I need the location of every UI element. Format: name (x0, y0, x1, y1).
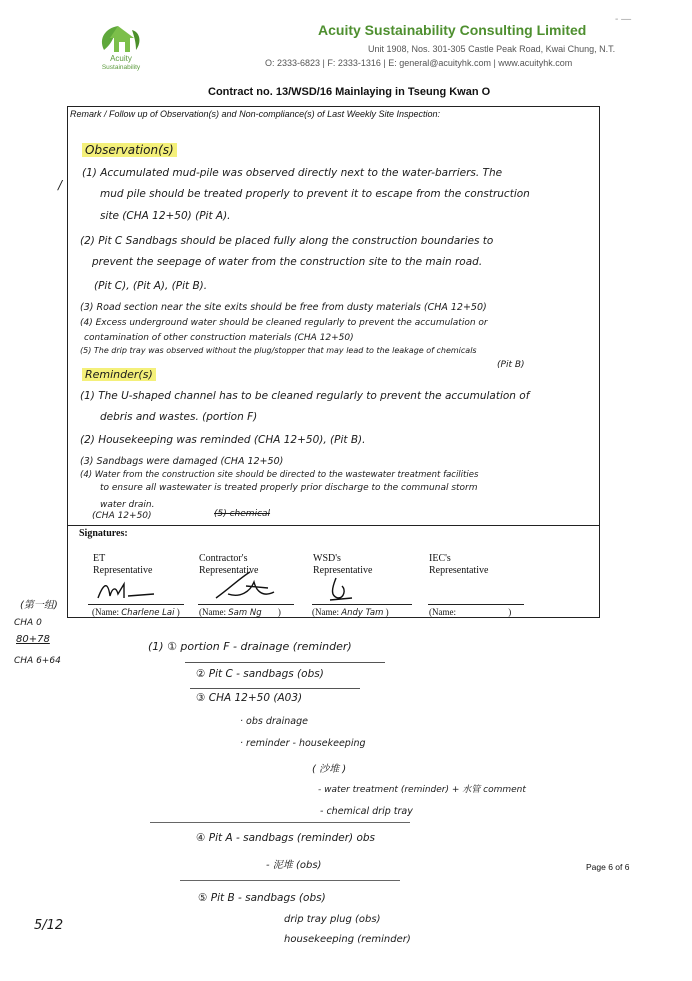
signatory-role: Contractor's (199, 553, 248, 564)
observation-line: contamination of other construction materials (CHA 12+50) (84, 333, 354, 343)
remark-label: Remark / Follow up of Observation(s) and Non-compliance(s) of Last Weekly Site Inspection: (70, 109, 440, 119)
company-contact: O: 2333-6823 | F: 2333-1316 | E: general@acuityhk.com | www.acuityhk.com (265, 58, 573, 68)
signature-line (88, 604, 184, 605)
signatory-role: Representative (313, 565, 373, 576)
logo-text-line-1: Acuity (110, 54, 132, 63)
margin-note: CHA 0 (14, 618, 42, 628)
observation-line: (4) Excess underground water should be cleaned regularly to prevent the accumulation or (80, 318, 488, 328)
signature-line (428, 604, 524, 605)
signature-scribble-wsd (322, 574, 382, 604)
note-divider (180, 880, 400, 881)
note-line: ⑤ Pit B - sandbags (obs) (198, 892, 326, 904)
reminder-line: debris and wastes. (portion F) (100, 411, 258, 423)
observation-line: (3) Road section near the site exits should be free from dusty materials (CHA 12+50) (80, 302, 487, 313)
note-line: housekeeping (reminder) (284, 934, 411, 945)
name-close: ) (385, 607, 389, 617)
page-number: Page 6 of 6 (586, 862, 630, 872)
reminder-line: water drain. (100, 500, 155, 510)
signatory-name-wsd (312, 607, 389, 618)
note-line: - chemical drip tray (320, 806, 413, 817)
name-close: ) (508, 607, 512, 617)
reminder-line: (4) Water from the construction site should be directed to the wastewater treatment facilities (80, 470, 479, 480)
margin-note: CHA 6+64 (14, 656, 61, 666)
reminder-heading (82, 368, 156, 381)
note-line: drip tray plug (obs) (284, 914, 381, 925)
name-close: ) (277, 607, 281, 617)
note-line: ③ CHA 12+50 (A03) (196, 692, 303, 704)
observation-line: (Pit C), (Pit A), (Pit B). (94, 280, 208, 292)
name-label: (Name: (312, 607, 339, 617)
reminder-line: to ensure all wastewater is treated properly prior discharge to the communal storm (100, 483, 478, 493)
signatory-role: Representative (429, 565, 489, 576)
name-value: Charlene Lai (121, 608, 175, 618)
margin-mark: / (58, 178, 63, 192)
note-underline (185, 662, 385, 663)
name-label: (Name: (199, 607, 226, 617)
signature-divider (67, 525, 600, 526)
note-line: ② Pit C - sandbags (obs) (196, 668, 324, 680)
company-name: Acuity Sustainability Consulting Limited (318, 22, 587, 38)
signature-scribble-contractor (210, 568, 290, 604)
reminder-line: (2) Housekeeping was reminded (CHA 12+50), (Pit B). (80, 434, 366, 446)
reminder-line-struck: (5) chemical (214, 509, 271, 519)
note-line: · obs drainage (240, 716, 308, 727)
observation-line: (1) Accumulated mud-pile was observed directly next to the water-barriers. The (82, 167, 503, 179)
margin-note: (第一组) (20, 600, 58, 611)
signatory-name-contractor (199, 607, 281, 618)
note-underline (190, 688, 360, 689)
note-line: ④ Pit A - sandbags (reminder) obs (196, 832, 376, 844)
signatory-role: IEC's (429, 553, 451, 564)
note-line: (1) ① portion F - drainage (reminder) (148, 640, 352, 653)
logo-text-line-2: Sustainability (101, 64, 141, 71)
observation-line: prevent the seepage of water from the construction site to the main road. (92, 256, 483, 268)
observation-heading (82, 143, 177, 157)
note-line: - water treatment (reminder) + 水管 comment (318, 785, 526, 795)
contract-title: Contract no. 13/WSD/16 Mainlaying in Tseung Kwan O (208, 86, 491, 98)
note-divider (150, 822, 410, 823)
observation-line: (5) The drip tray was observed without the plug/stopper that may lead to the leakage of chemicals (80, 346, 477, 355)
note-line: ( 沙堆 ) (312, 764, 347, 775)
signatory-role: Representative (199, 565, 259, 576)
leaf-house-icon (92, 20, 150, 58)
company-address: Unit 1908, Nos. 301-305 Castle Peak Road, Kwai Chung, N.T. (368, 44, 616, 54)
signatures-label: Signatures: (79, 528, 128, 539)
signature-line (198, 604, 294, 605)
note-date: 5/12 (34, 918, 64, 933)
observation-line: (2) Pit C Sandbags should be placed fully along the construction boundaries to (80, 235, 494, 247)
signatory-name-iec (429, 607, 511, 618)
observation-heading-text: Observation(s) (82, 143, 177, 157)
margin-note: 80+78 (16, 634, 50, 645)
observation-line: site (CHA 12+50) (Pit A). (100, 210, 231, 222)
signatory-role: WSD's (313, 553, 341, 564)
signature-line (312, 604, 412, 605)
name-close: ) (176, 607, 180, 617)
name-value: Sam Ng (228, 608, 262, 618)
signatory-iec (429, 553, 488, 577)
observation-line: (Pit B) (497, 360, 525, 370)
note-line: - 泥堆 (obs) (266, 860, 322, 871)
signature-scribble-et (94, 576, 174, 604)
signatory-role: ET (93, 553, 106, 564)
logo-text (86, 54, 156, 72)
signatory-role: Representative (93, 565, 153, 576)
reminder-line: (CHA 12+50) (92, 511, 152, 521)
name-label: (Name: (92, 607, 119, 617)
name-label: (Name: (429, 607, 456, 617)
reminder-line: (3) Sandbags were damaged (CHA 12+50) (80, 456, 284, 467)
top-mark: - — (615, 14, 632, 25)
note-line: · reminder - housekeeping (240, 738, 366, 749)
signatory-name-et (92, 607, 180, 618)
signatory-et (93, 553, 152, 577)
name-value: Andy Tam (341, 608, 384, 618)
observation-line: mud pile should be treated properly to prevent it to escape from the construction (100, 188, 530, 200)
reminder-heading-text: Reminder(s) (82, 368, 156, 381)
reminder-line: (1) The U-shaped channel has to be cleaned regularly to prevent the accumulation of (80, 390, 530, 402)
